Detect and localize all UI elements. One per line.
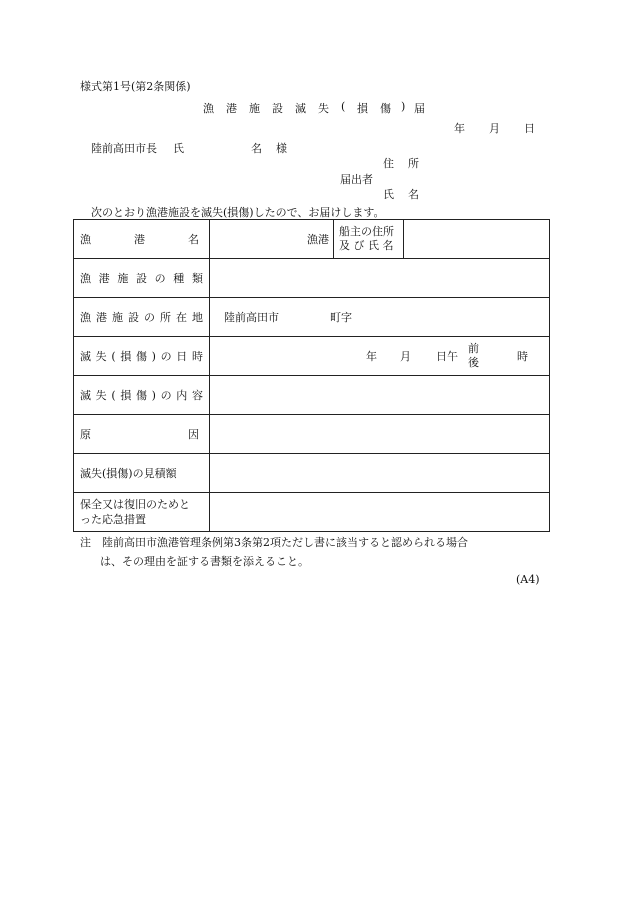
label-char: 原 [80, 427, 91, 441]
name-label-1: 氏 [383, 188, 394, 201]
estimated-amount-label: 滅失(損傷)の見積額 [74, 454, 210, 493]
am-option[interactable]: 前 [468, 342, 479, 355]
label-char: 港 [98, 271, 110, 285]
owner-label-line2: 及 び 氏 名 [339, 239, 394, 252]
address-label-1: 住 [383, 157, 394, 170]
addressee-shi: 氏 [173, 142, 184, 155]
label-char: 種 [173, 271, 185, 285]
cause-field[interactable] [210, 415, 550, 454]
table-row [74, 298, 550, 337]
label-char: 在 [176, 310, 187, 324]
title-char: ( [341, 100, 346, 113]
am-pm-selector[interactable] [468, 342, 479, 370]
datetime-hour: 時 [517, 350, 528, 363]
loss-datetime-label [74, 337, 210, 376]
label-char: 所 [160, 310, 171, 324]
title-char: 傷 [380, 102, 391, 115]
owner-label-line1: 船主の住所 [339, 225, 394, 238]
addressee-city: 陸前高田市長 [91, 142, 157, 155]
table-row [74, 220, 550, 259]
facility-location-label [74, 298, 210, 337]
title-char: 港 [226, 102, 237, 115]
fishing-port-name-field[interactable] [210, 220, 334, 259]
emergency-measures-line1: 保全又は復旧のためと [80, 498, 190, 511]
table-row [74, 493, 550, 532]
title-char: 滅 [295, 102, 306, 115]
notification-form-table [73, 219, 550, 532]
label-char: 漁 [80, 232, 91, 246]
label-char: 設 [128, 310, 139, 324]
label-char: 漁 [80, 271, 91, 285]
fishing-port-name-label [74, 220, 210, 259]
datetime-month: 月 [400, 350, 411, 363]
date-month-label: 月 [489, 122, 500, 135]
label-char: 名 [188, 232, 199, 246]
label-char: 地 [192, 310, 203, 324]
table-row [74, 415, 550, 454]
footnote-line2: は、その理由を証する書類を添えること。 [100, 555, 309, 568]
label-char: 港 [96, 310, 107, 324]
label-char: 漁 [80, 310, 91, 324]
label-char: ( [111, 388, 116, 402]
fishing-port-suffix: 漁港 [307, 232, 329, 246]
table-row [74, 259, 550, 298]
addressee-name: 名 [251, 142, 262, 155]
table-row [74, 376, 550, 415]
datetime-year: 年 [366, 350, 377, 363]
label-char: 設 [135, 271, 147, 285]
label-char: 損 [120, 349, 132, 363]
label-char: 傷 [135, 388, 147, 402]
label-char: の [144, 310, 155, 324]
addressee-sama: 様 [276, 142, 287, 155]
title-char: 届 [414, 102, 425, 115]
name-label-2: 名 [408, 188, 419, 201]
label-char: の [154, 271, 166, 285]
location-city: 陸前高田市 [224, 310, 279, 324]
form-number: 様式第1号(第2条関係) [80, 80, 191, 93]
label-char: ) [151, 349, 156, 363]
label-char: 内 [176, 388, 188, 402]
title-char: 損 [357, 102, 368, 115]
table-row [74, 454, 550, 493]
datetime-day: 日午 [436, 350, 458, 363]
label-char: 失 [95, 349, 107, 363]
title-char: 設 [272, 102, 283, 115]
footnote [80, 533, 468, 571]
emergency-measures-field[interactable] [210, 493, 550, 532]
loss-content-field[interactable] [210, 376, 550, 415]
label-char: の [160, 349, 172, 363]
table-row [74, 337, 550, 376]
pm-option[interactable]: 後 [468, 356, 479, 369]
footnote-line1: 注 陸前高田市漁港管理条例第3条第2項ただし書に該当すると認められる場合 [80, 536, 468, 549]
date-year-label: 年 [454, 122, 465, 135]
label-char: 容 [191, 388, 203, 402]
label-char: 施 [117, 271, 129, 285]
label-char: 滅 [80, 388, 91, 402]
title-char: 施 [249, 102, 260, 115]
label-char: 失 [95, 388, 107, 402]
label-char: 損 [120, 388, 132, 402]
emergency-measures-line2: った応急措置 [80, 513, 146, 526]
title-char: 失 [318, 102, 329, 115]
label-char: 滅 [80, 349, 91, 363]
cause-label [74, 415, 210, 454]
estimated-amount-field[interactable] [210, 454, 550, 493]
location-town: 町字 [330, 310, 352, 324]
loss-content-label [74, 376, 210, 415]
emergency-measures-label [74, 493, 210, 532]
notifier-label: 届出者 [340, 173, 373, 186]
label-char: 因 [188, 427, 199, 441]
label-char: の [160, 388, 172, 402]
title-char: 漁 [203, 102, 214, 115]
label-char: 傷 [135, 349, 147, 363]
label-char: 時 [191, 349, 203, 363]
paper-size: (A4) [516, 573, 540, 586]
facility-location-field[interactable] [210, 298, 550, 337]
owner-label [334, 220, 404, 259]
label-char: ( [111, 349, 116, 363]
intro-text: 次のとおり漁港施設を滅失(損傷)したので、お届けします。 [91, 206, 385, 219]
label-char: 施 [112, 310, 123, 324]
address-label-2: 所 [408, 157, 419, 170]
label-char: 類 [191, 271, 203, 285]
label-char: ) [151, 388, 156, 402]
owner-field[interactable] [404, 220, 550, 259]
facility-type-label [74, 259, 210, 298]
label-char: 日 [176, 349, 188, 363]
loss-datetime-field[interactable] [210, 337, 550, 376]
facility-type-field[interactable] [210, 259, 550, 298]
label-char: 港 [134, 232, 145, 246]
title-char: ) [401, 100, 406, 113]
date-day-label: 日 [524, 122, 535, 135]
